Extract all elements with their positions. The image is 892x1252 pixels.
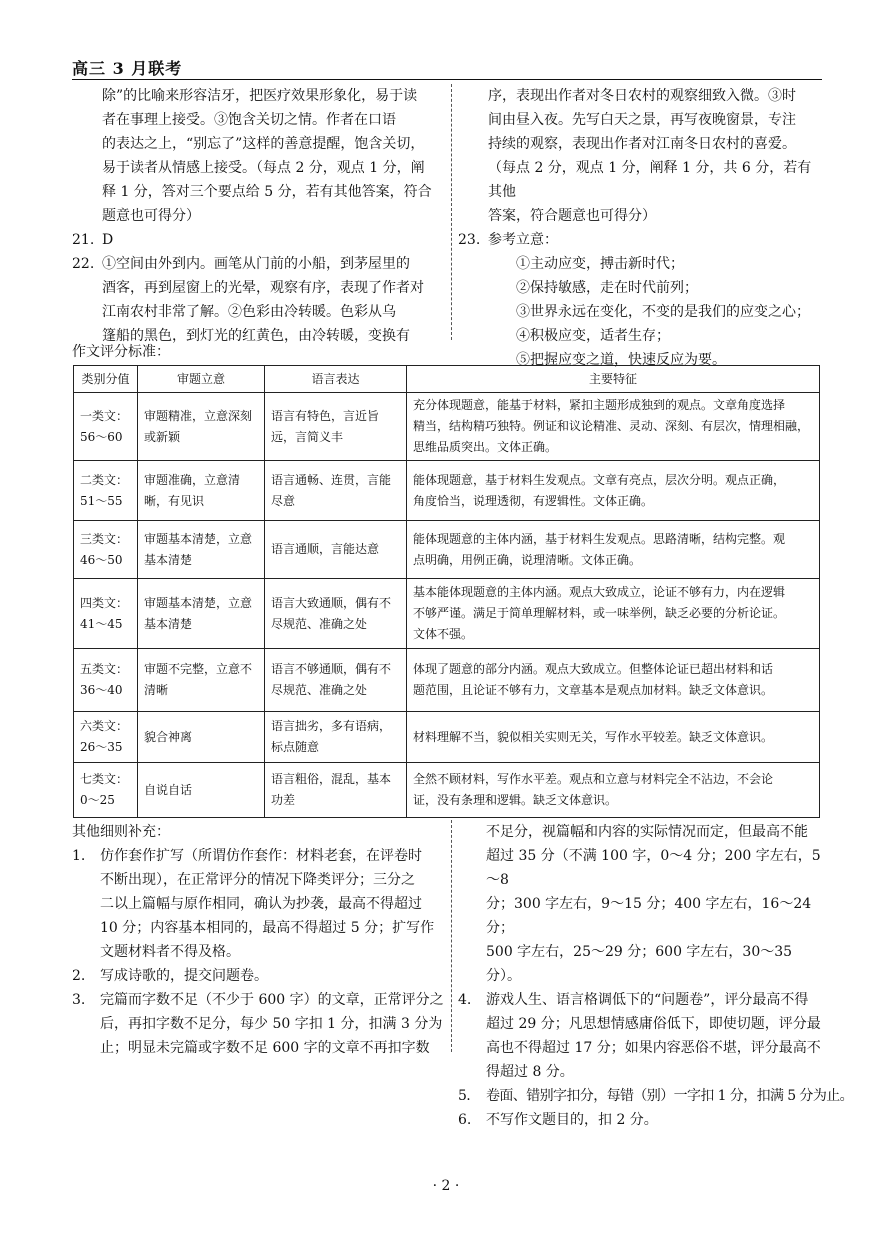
question-number: 22.: [72, 256, 95, 272]
cell-line: 思维品质突出。文体正确。: [413, 440, 558, 454]
cell-theme: [138, 579, 265, 649]
cell-theme: [138, 712, 265, 763]
cell-line: 材料理解不当，貌似相关实则无关，写作水平较差。缺乏文体意识。: [413, 729, 774, 744]
cell-line: 貌合神离: [144, 729, 193, 744]
cell-features: [407, 649, 820, 712]
text-line: 500 字左右，25～29 分；600 字左右，30～35 分）。: [486, 944, 793, 984]
cell-language: [265, 579, 407, 649]
table-row: [74, 521, 820, 579]
cell-line: 功差: [271, 793, 296, 807]
text-line: ①空间由外到内。画笔从门前的小船，到茅屋里的: [102, 256, 410, 272]
cell-line: 审题基本清楚，立意: [144, 531, 253, 546]
answer-text: D: [102, 232, 114, 248]
column-header: 类别分值: [74, 366, 138, 393]
supplement-item: [458, 1108, 824, 1132]
cell-line: 36～40: [80, 683, 123, 697]
question-number: 23.: [458, 232, 481, 248]
cell-line: 充分体现题意，能基于材料，紧扣主题形成独到的观点。文章角度选择: [413, 398, 786, 412]
cell-category: [74, 763, 138, 818]
cell-line: 56～60: [80, 429, 123, 444]
cell-line: 标点随意: [271, 740, 320, 754]
cell-line: 尽规范、准确之处: [271, 616, 368, 631]
essay-theme-point: ②保持敏感，走在时代前列；: [516, 280, 698, 296]
text-line: 超过 35 分（不满 100 字，0～4 分；200 字左右，5～8: [486, 848, 821, 888]
cell-line: 一类文：: [80, 408, 129, 423]
cell-line: 题范围，且论证不够有力，文章基本是观点加材料。缺乏文体意识。: [413, 683, 774, 697]
cell-line: 精当，结构精巧独特。例证和议论精准、灵动、深刻、有层次，情理相融，: [413, 419, 810, 433]
cell-line: 体现了题意的部分内涵。观点大致成立。但整体论证已超出材料和话: [413, 662, 774, 676]
text-line: 仿作套作扩写（所谓仿作套作：材料老套，在评卷时: [100, 848, 422, 864]
cell-line: 0～25: [80, 793, 115, 807]
cell-category: [74, 712, 138, 763]
cell-line: 晰，有见识: [144, 493, 205, 508]
text-line: 后，再扣字数不足分，每少 50 字扣 1 分，扣满 3 分为: [100, 1016, 443, 1032]
cell-line: 二类文：: [80, 472, 129, 487]
cell-language: [265, 649, 407, 712]
text-line: 除”的比喻来形容洁牙，把医疗效果形象化，易于读: [102, 88, 418, 104]
cell-line: 全然不顾材料，写作水平差。观点和立意与材料完全不沾边，不会论: [413, 772, 774, 786]
exam-header: 高三 3 月联考: [72, 59, 183, 78]
text-line: 止；明显未完篇或字数不足 600 字的文章不再扣字数: [100, 1040, 430, 1056]
cell-line: 26～35: [80, 740, 123, 754]
cell-category: [74, 579, 138, 649]
table-row: [74, 579, 820, 649]
text-line: 题意也可得分）: [102, 208, 200, 224]
column-divider-top: [451, 84, 452, 340]
cell-line: 文体不强。: [413, 627, 474, 641]
cell-line: 四类文：: [80, 595, 129, 610]
text-line: 酒客，再到屋窗上的光晕，观察有序，表现了作者对: [102, 280, 424, 296]
answers-left-column: [72, 84, 444, 348]
cell-line: 51～55: [80, 493, 123, 508]
table-row: [74, 763, 820, 818]
continued-item: [458, 820, 824, 988]
cell-line: 六类文：: [80, 719, 129, 733]
cell-line: 审题不完整，立意不: [144, 662, 253, 676]
cell-line: 自说自话: [144, 782, 193, 797]
table-row: [74, 712, 820, 763]
cell-line: 审题准确，立意清: [144, 472, 241, 487]
supplement-item: [72, 988, 444, 1060]
continued-answer: [72, 84, 444, 228]
rubric-title: 作文评分标准：: [72, 344, 170, 360]
supplement-item: [72, 964, 444, 988]
item-number: 2.: [72, 968, 86, 984]
question-21: [72, 228, 444, 252]
text-line: 分；300 字左右，9～15 分；400 字左右，16～24 分；: [486, 896, 812, 936]
table-header-row: [74, 366, 820, 393]
text-line: 篷船的黑色，到灯光的红黄色，由冷转暖，变换有: [102, 328, 410, 344]
cell-line: 审题基本清楚，立意: [144, 595, 253, 610]
cell-line: 证，没有条理和逻辑。缺乏文体意识。: [413, 793, 618, 807]
supplement-item: [72, 844, 444, 964]
cell-category: [74, 521, 138, 579]
cell-line: 能体现题意，基于材料生发观点。文章有亮点，层次分明。观点正确，: [413, 472, 786, 487]
cell-line: 语言不够通顺，偶有不: [271, 662, 392, 676]
text-line: 不断出现），在正常评分的情况下降类评分；三分之: [100, 872, 415, 888]
cell-language: [265, 763, 407, 818]
column-divider-bottom: [451, 820, 452, 1052]
column-header: 审题立意: [138, 366, 265, 393]
column-header: 主要特征: [407, 366, 820, 393]
cell-features: [407, 461, 820, 521]
cell-line: 基本清楚: [144, 552, 193, 567]
column-header: 语言表达: [265, 366, 407, 393]
cell-line: 语言通畅、连贯，言能: [271, 472, 392, 487]
cell-language: [265, 521, 407, 579]
cell-line: 三类文：: [80, 531, 129, 546]
text-line: 持续的观察，表现出作者对江南冬日农村的喜爱。: [488, 136, 796, 152]
cell-theme: [138, 763, 265, 818]
table-row: [74, 649, 820, 712]
cell-line: 审题精准，立意深刻: [144, 408, 253, 423]
cell-language: [265, 461, 407, 521]
text-line: 文题材料者不得及格。: [100, 944, 240, 960]
cell-theme: [138, 461, 265, 521]
text-line: （每点 2 分，观点 1 分，阐释 1 分，共 6 分，若有其他: [488, 160, 812, 200]
essay-rubric-table: [73, 365, 820, 818]
supplement-right-column: [458, 820, 854, 1132]
text-line: 高也不得超过 17 分；如果内容恶俗不堪，评分最高不: [486, 1040, 821, 1056]
cell-line: 或新颖: [144, 429, 181, 444]
supplement-title: 其他细则补充：: [72, 824, 170, 840]
supplement-left-column: [72, 820, 444, 1060]
cell-line: 七类文：: [80, 772, 129, 786]
cell-line: 语言大致通顺，偶有不: [271, 595, 392, 610]
item-number: 6.: [458, 1112, 472, 1128]
cell-line: 点明确，用例正确，说理清晰。文体正确。: [413, 552, 642, 567]
page-number: · 2 ·: [432, 1178, 460, 1194]
text-line: 不写作文题目的，扣 2 分。: [486, 1112, 658, 1128]
table-row: [74, 393, 820, 461]
question-22: [72, 252, 444, 348]
supplement-item: [458, 988, 824, 1084]
cell-line: 基本能体现题意的主体内涵。观点大致成立，论证不够有力，内在逻辑: [413, 585, 786, 599]
text-line: 间由昼入夜。先写白天之景，再写夜晚窗景，专注: [488, 112, 796, 128]
cell-language: [265, 712, 407, 763]
cell-features: [407, 712, 820, 763]
cell-line: 语言有特色，言近旨: [271, 408, 380, 423]
text-line: 10 分；内容基本相同的，最高不得超过 5 分；扩写作: [100, 920, 435, 936]
text-line: 江南农村非常了解。②色彩由冷转暖。色彩从乌: [102, 304, 396, 320]
question-number: 21.: [72, 232, 95, 248]
essay-theme-point: ④积极应变，适者生存；: [516, 328, 670, 344]
question-title: 参考立意：: [488, 232, 558, 248]
cell-line: 清晰: [144, 683, 169, 697]
answers-right-column: [458, 84, 824, 372]
text-line: 写成诗歌的，提交问题卷。: [100, 968, 268, 984]
cell-line: 语言粗俗，混乱，基本: [271, 772, 392, 786]
item-number: 3.: [72, 992, 86, 1008]
essay-theme-point: ①主动应变，搏击新时代；: [516, 256, 684, 272]
cell-category: [74, 649, 138, 712]
cell-line: 尽规范、准确之处: [271, 683, 368, 697]
cell-line: 46～50: [80, 552, 123, 567]
cell-line: 41～45: [80, 616, 123, 631]
cell-line: 基本清楚: [144, 616, 193, 631]
text-line: 答案，符合题意也可得分）: [488, 208, 656, 224]
cell-line: 五类文：: [80, 662, 129, 676]
cell-category: [74, 461, 138, 521]
cell-line: 不够严谨。满足于简单理解材料，或一味举例，缺乏必要的分析论证。: [413, 606, 786, 620]
text-line: 者在事理上接受。③饱含关切之情。作者在口语: [102, 112, 396, 128]
cell-features: [407, 579, 820, 649]
header-rule: [72, 79, 822, 80]
cell-features: [407, 393, 820, 461]
essay-theme-point: ⑤把握应变之道，快速反应为要。: [516, 352, 726, 368]
cell-features: [407, 763, 820, 818]
supplement-item: [458, 1084, 854, 1108]
cell-line: 角度恰当，说理透彻，有逻辑性。文体正确。: [413, 493, 654, 508]
cell-line: 远，言简义丰: [271, 429, 344, 444]
cell-theme: [138, 521, 265, 579]
question-23: [458, 228, 824, 372]
table-row: [74, 461, 820, 521]
cell-line: 尽意: [271, 493, 296, 508]
cell-line: 语言通顺，言能达意: [271, 542, 380, 556]
continued-answer: [458, 84, 824, 228]
text-line: 的表达之上，“别忘了”这样的善意提醒，饱含关切，: [102, 136, 425, 152]
text-line: 卷面、错别字扣分，每错（别）一字扣 1 分，扣满 5 分为止。: [486, 1088, 854, 1104]
cell-theme: [138, 649, 265, 712]
cell-theme: [138, 393, 265, 461]
cell-features: [407, 521, 820, 579]
text-line: 得超过 8 分。: [486, 1064, 574, 1080]
text-line: 超过 29 分；凡思想情感庸俗低下，即使切题，评分最: [486, 1016, 821, 1032]
cell-line: 能体现题意的主体内涵，基于材料生发观点。思路清晰，结构完整。观: [413, 531, 786, 546]
text-line: 序，表现出作者对冬日农村的观察细致入微。③时: [488, 88, 796, 104]
text-line: 不足分，视篇幅和内容的实际情况而定，但最高不能: [486, 824, 808, 840]
item-number: 1.: [72, 848, 86, 864]
cell-line: 语言拙劣，多有语病，: [271, 719, 392, 733]
text-line: 二以上篇幅与原作相同，确认为抄袭，最高不得超过: [100, 896, 422, 912]
text-line: 游戏人生、语言格调低下的“问题卷”，评分最高不得: [486, 992, 809, 1008]
essay-theme-point: ③世界永远在变化，不变的是我们的应变之心；: [516, 304, 810, 320]
cell-category: [74, 393, 138, 461]
item-number: 4.: [458, 992, 472, 1008]
text-line: 完篇而字数不足（不少于 600 字）的文章，正常评分之: [100, 992, 444, 1008]
text-line: 易于读者从情感上接受。（每点 2 分，观点 1 分，阐: [102, 160, 425, 176]
text-line: 释 1 分，答对三个要点给 5 分，若有其他答案，符合: [102, 184, 432, 200]
item-number: 5.: [458, 1088, 471, 1104]
cell-language: [265, 393, 407, 461]
